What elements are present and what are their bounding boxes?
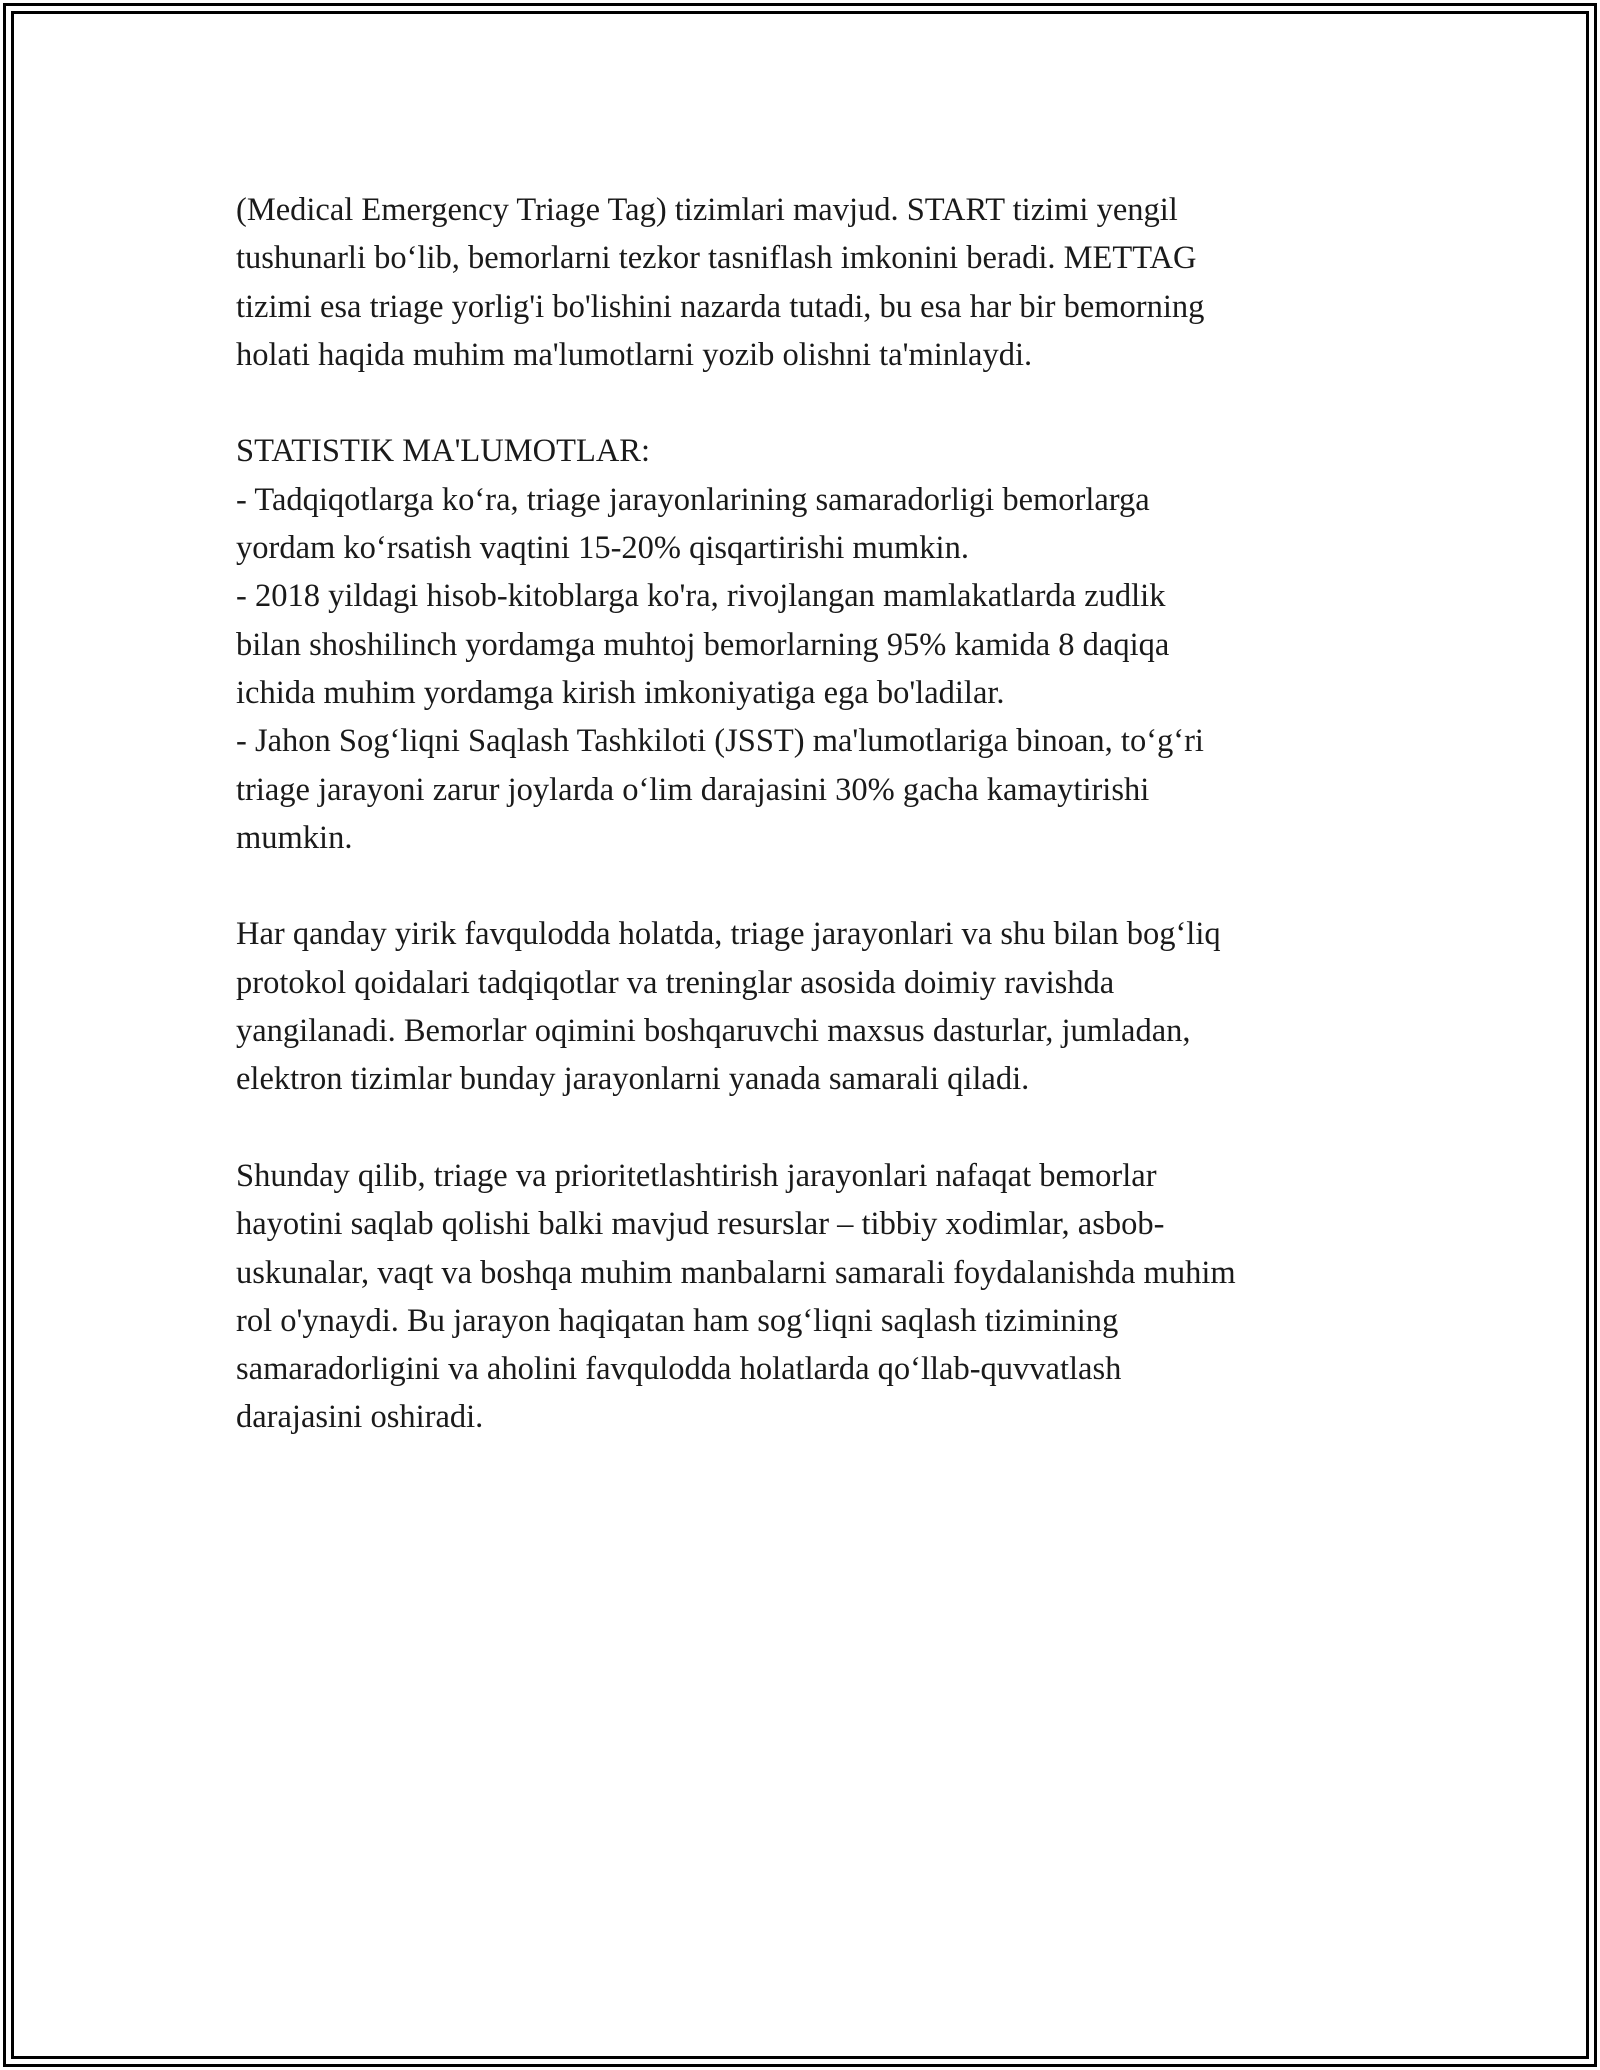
paragraph-triage-systems: (Medical Emergency Triage Tag) tizimlari mavjud. START tizimi yengil tushunarli bo‘lib, bemorlarni tezkor tasniflash imkonini beradi. METTAG tizimi esa triage yorlig'i bo'lishini nazarda tutadi, bu esa har bir bemorning holati haqida muhim ma'lumotlarni yozib olishni ta'minlaydi. xyxy=(236,192,1205,373)
paragraph-spacer xyxy=(236,379,1386,427)
stats-item: - Tadqiqotlarga ko‘ra, triage jarayonlarining samaradorligi bemorlarga yordam ko‘rsatish vaqtini 15-20% qisqartirishi mumkin. xyxy=(236,481,1150,567)
paragraph-conclusion: Shunday qilib, triage va prioritetlashtirish jarayonlari nafaqat bemorlar hayotini saqlab qolishi balki mavjud resurslar – tibbiy xodimlar, asbob- uskunalar, vaqt va boshqa muhim manbalarni samarali foydalanishda muhim rol o'ynaydi. Bu jarayon haqiqatan ham sog‘liqni saqlash tizimining samaradorligini va aholini favqulodda holatlarda qo‘llab-quvvatlash darajasini oshiradi. xyxy=(236,1157,1236,1436)
stats-heading: STATISTIK MA'LUMOTLAR: xyxy=(236,433,651,470)
paragraph-protocol-updates: Har qanday yirik favqulodda holatda, triage jarayonlari va shu bilan bog‘liq protokol qoidalari tadqiqotlar va treninglar asosida doimiy ravishda yangilanadi. Bemorlar oqimini boshqaruvchi maxsus dasturlar, jumladan, elektron tizimlar bunday jarayonlarni yanada samarali qiladi. xyxy=(236,916,1221,1098)
stats-item: - Jahon Sog‘liqni Saqlash Tashkiloti (JSST) ma'lumotlariga binoan, to‘g‘ri triage jarayoni zarur joylarda o‘lim darajasini 30% gacha kamaytirishi mumkin. xyxy=(236,723,1204,856)
paragraph-spacer xyxy=(236,1104,1386,1152)
paragraph-spacer xyxy=(236,862,1386,910)
stats-item: - 2018 yildagi hisob-kitoblarga ko'ra, rivojlangan mamlakatlarda zudlik bilan shoshilinch yordamga muhtoj bemorlarning 95% kamida 8 daqiqa ichida muhim yordamga kirish imkoniyatiga ega bo'ladilar. xyxy=(236,578,1170,711)
document-body xyxy=(236,186,1386,1442)
